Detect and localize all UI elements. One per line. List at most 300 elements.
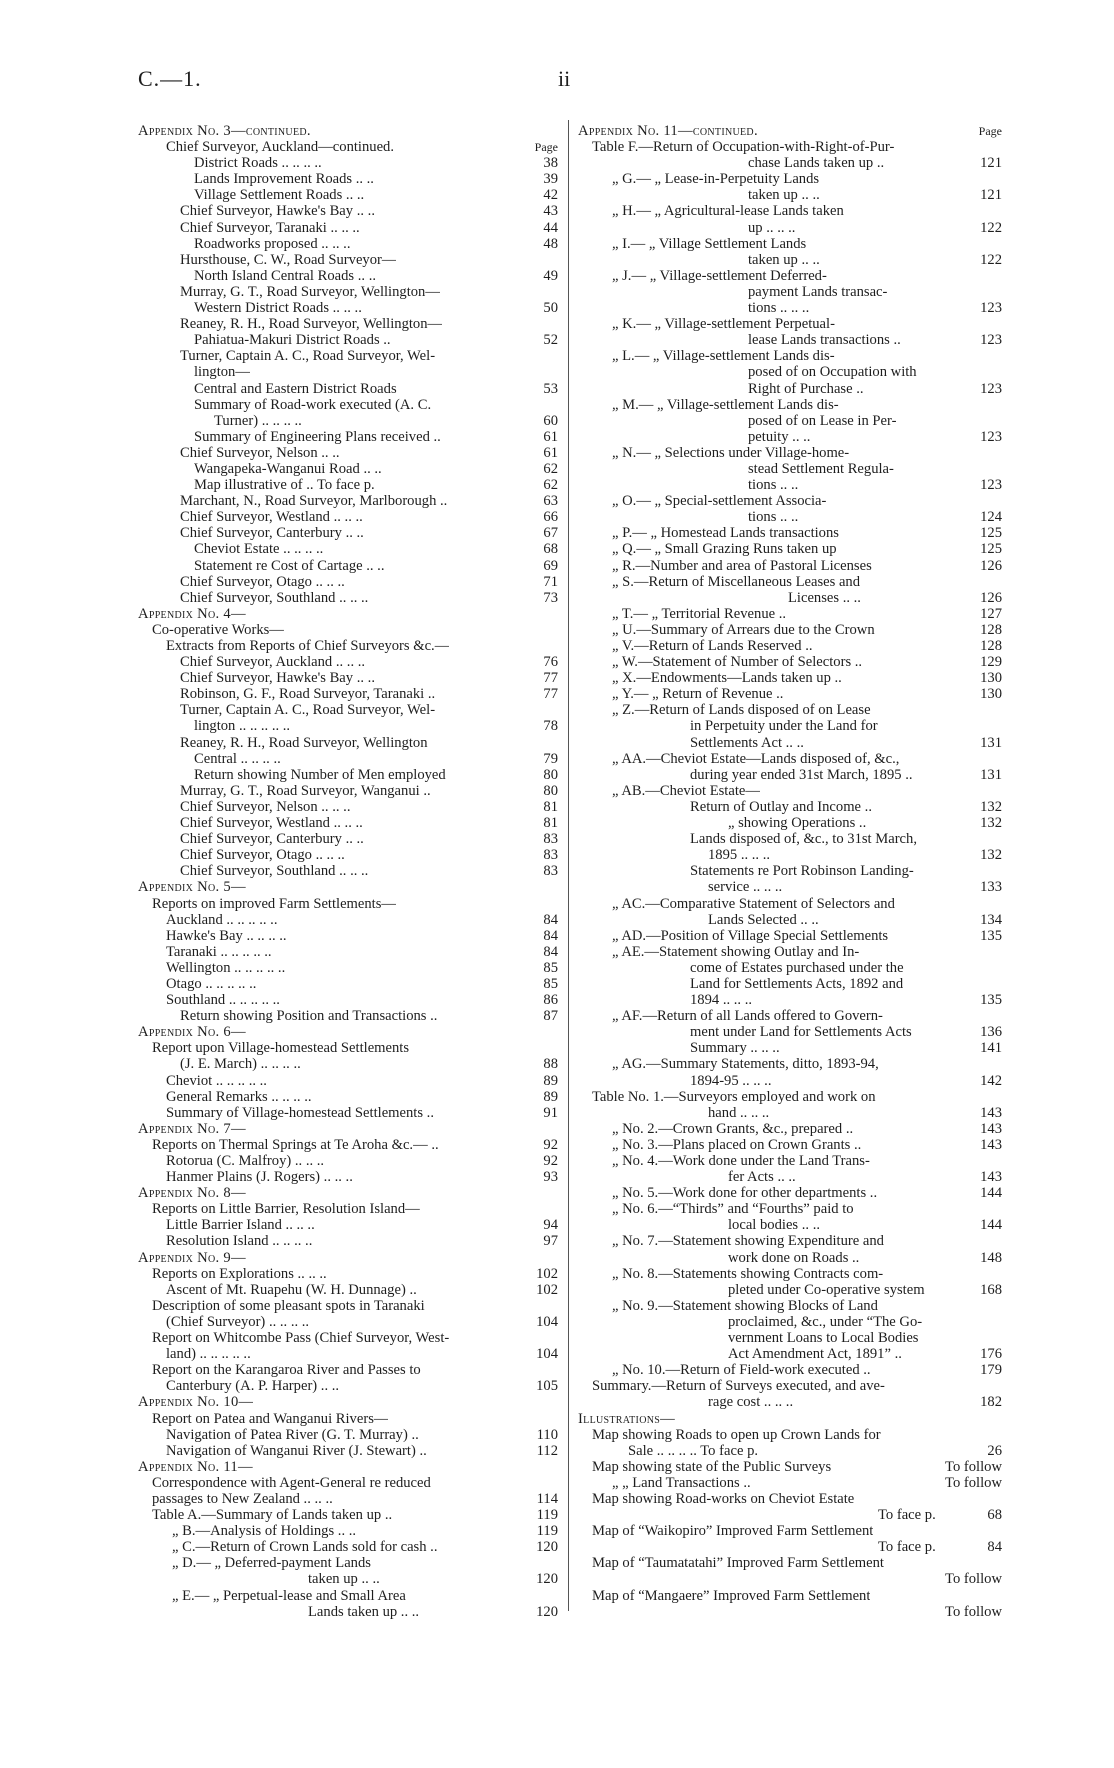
entry-page: 143 <box>980 1169 1002 1186</box>
contents-entry <box>138 702 558 718</box>
entry-title: Taranaki .. .. .. .. .. <box>166 943 272 960</box>
entry-title: land) .. .. .. .. .. <box>166 1346 251 1363</box>
entry-page: 123 <box>980 477 1002 494</box>
entry-title: Reaney, R. H., Road Surveyor, Wellington— <box>180 316 443 333</box>
contents-entry <box>138 1073 558 1089</box>
entry-title: „ S.—Return of Miscellaneous Leases and <box>612 573 861 590</box>
entry-title: North Island Central Roads .. .. <box>194 267 376 284</box>
entry-title: Right of Purchase .. <box>748 380 864 397</box>
entry-title: Sale .. .. .. .. To face p. <box>628 1442 759 1459</box>
document-code: C.—1. <box>138 66 202 91</box>
entry-page: 102 <box>536 1265 558 1282</box>
entry-title: „ L.— „ Village-settlement Lands dis- <box>612 348 835 365</box>
entry-page: 136 <box>980 1024 1002 1041</box>
entry-page: 127 <box>980 605 1002 622</box>
contents-entry <box>578 477 1002 493</box>
contents-entry <box>578 1201 1002 1217</box>
entry-title: (Chief Surveyor) .. .. .. .. <box>166 1313 310 1330</box>
entry-page: To follow <box>945 1603 1002 1620</box>
contents-entry <box>138 1056 558 1072</box>
entry-page: 83 <box>543 847 558 864</box>
contents-entry <box>138 574 558 590</box>
entry-title: Lands Selected .. .. <box>708 911 819 928</box>
entry-page: 143 <box>980 1136 1002 1153</box>
contents-entry <box>138 477 558 493</box>
appendix-heading <box>138 879 558 895</box>
contents-entry <box>578 493 1002 509</box>
entry-title: „ „ Land Transactions .. <box>612 1474 751 1491</box>
contents-entry <box>578 1378 1002 1394</box>
entry-title: „ No. 3.—Plans placed on Crown Grants .. <box>612 1136 862 1153</box>
entry-title: Chief Surveyor, Westland .. .. .. <box>180 509 363 526</box>
entry-page: 61 <box>543 428 558 445</box>
entry-title: Summary.—Return of Surveys executed, and ave- <box>592 1378 885 1395</box>
contents-entry <box>578 751 1002 767</box>
contents-entry <box>138 429 558 445</box>
entry-title: Canterbury (A. P. Harper) .. .. <box>166 1378 340 1395</box>
entry-page: 85 <box>543 975 558 992</box>
contents-entry <box>578 1233 1002 1249</box>
entry-page: 94 <box>543 1217 558 1234</box>
entry-page: 49 <box>543 267 558 284</box>
entry-title: Village Settlement Roads .. .. <box>194 187 365 204</box>
entry-title: Little Barrier Island .. .. .. <box>166 1217 315 1234</box>
contents-entry <box>578 1427 1002 1443</box>
entry-page: 53 <box>543 380 558 397</box>
contents-entry <box>138 1266 558 1282</box>
entry-page: 52 <box>543 332 558 349</box>
entry-title: General Remarks .. .. .. .. <box>166 1088 312 1105</box>
entry-page: To follow <box>945 1458 1002 1475</box>
entry-title: Appendix No. 11— <box>138 1458 253 1475</box>
entry-page: 148 <box>980 1249 1002 1266</box>
contents-entry <box>578 1555 1002 1571</box>
entry-page: 121 <box>980 155 1002 172</box>
entry-title: (J. E. March) .. .. .. .. <box>180 1056 301 1073</box>
entry-page: 69 <box>543 557 558 574</box>
entry-title: tions .. .. <box>748 509 799 526</box>
entry-title: „ W.—Statement of Number of Selectors .. <box>612 654 863 671</box>
entry-page: 125 <box>980 525 1002 542</box>
contents-entry <box>578 155 1002 171</box>
entry-title: „ B.—Analysis of Holdings .. .. <box>172 1523 357 1540</box>
entry-page: 39 <box>543 171 558 188</box>
contents-entry <box>138 735 558 751</box>
entry-title: Appendix No. 4— <box>138 605 246 622</box>
entry-page: 44 <box>543 219 558 236</box>
contents-entry <box>578 670 1002 686</box>
contents-entry <box>138 364 558 380</box>
appendix-heading <box>578 123 1002 139</box>
contents-entry <box>138 1217 558 1233</box>
contents-entry <box>138 316 558 332</box>
entry-title: Wellington .. .. .. .. .. <box>166 959 286 976</box>
entry-title: Murray, G. T., Road Surveyor, Wanganui .. <box>180 782 431 799</box>
entry-title: „ No. 2.—Crown Grants, &c., prepared .. <box>612 1120 854 1137</box>
entry-page: 87 <box>543 1008 558 1025</box>
entry-title: Report on the Karangaroa River and Passes to <box>152 1362 421 1379</box>
entry-page: 130 <box>980 670 1002 687</box>
entry-page: 168 <box>980 1281 1002 1298</box>
contents-entry <box>578 1362 1002 1378</box>
entry-page: 126 <box>980 557 1002 574</box>
entry-title: Appendix No. 5— <box>138 879 246 896</box>
entry-title: Reaney, R. H., Road Surveyor, Wellington <box>180 734 428 751</box>
entry-title: Chief Surveyor, Hawke's Bay .. .. <box>180 670 375 687</box>
entry-page: 124 <box>980 509 1002 526</box>
contents-entry <box>138 1588 558 1604</box>
entry-page: To follow <box>945 1474 1002 1491</box>
contents-entry <box>138 1346 558 1362</box>
contents-entry <box>138 139 558 155</box>
entry-title: Reports on Explorations .. .. .. <box>152 1265 327 1282</box>
contents-entry <box>578 590 1002 606</box>
contents-entry <box>578 1137 1002 1153</box>
entry-title: lington— <box>194 364 250 381</box>
entry-page: 123 <box>980 300 1002 317</box>
entry-title: Chief Surveyor, Nelson .. .. .. <box>180 798 351 815</box>
entry-title: Turner) .. .. .. .. <box>214 412 302 429</box>
entry-title: Hawke's Bay .. .. .. .. <box>166 927 287 944</box>
entry-title: „ K.— „ Village-settlement Perpetual- <box>612 316 835 333</box>
entry-title: stead Settlement Regula- <box>748 460 894 477</box>
entry-page: 121 <box>980 187 1002 204</box>
entry-title: Reports on Thermal Springs at Te Aroha &c.— .. <box>152 1136 439 1153</box>
entry-title: Summary of Engineering Plans received .. <box>194 428 441 445</box>
entry-title: Appendix No. 9— <box>138 1249 246 1266</box>
entry-title: Licenses .. .. <box>788 589 861 606</box>
entry-title: Ascent of Mt. Ruapehu (W. H. Dunnage) .. <box>166 1281 417 1298</box>
entry-title: Chief Surveyor, Canterbury .. .. <box>180 831 364 848</box>
contents-entry <box>138 1555 558 1571</box>
contents-entry <box>578 509 1002 525</box>
contents-entry <box>578 300 1002 316</box>
entry-page: 112 <box>536 1442 558 1459</box>
contents-entry <box>138 815 558 831</box>
contents-entry <box>138 912 558 928</box>
entry-page: 80 <box>543 766 558 783</box>
entry-title: Map of “Waikopiro” Improved Farm Settlement <box>592 1523 874 1540</box>
entry-page: 83 <box>543 863 558 880</box>
contents-entry <box>578 203 1002 219</box>
entry-page: 131 <box>980 734 1002 751</box>
contents-entry <box>578 815 1002 831</box>
contents-entry <box>138 638 558 654</box>
entry-title: „ No. 6.—“Thirds” and “Fourths” paid to <box>612 1201 854 1218</box>
appendix-heading <box>138 1250 558 1266</box>
contents-entry <box>578 863 1002 879</box>
entry-title: Return showing Number of Men employed <box>194 766 446 783</box>
contents-entry <box>578 1507 1002 1523</box>
entry-page: 38 <box>543 155 558 172</box>
entry-title: Appendix No. 10— <box>138 1394 254 1411</box>
contents-entry <box>578 1040 1002 1056</box>
contents-entry <box>138 1137 558 1153</box>
entry-title: Chief Surveyor, Westland .. .. .. <box>180 815 363 832</box>
contents-entry <box>578 1217 1002 1233</box>
contents-entry <box>578 1056 1002 1072</box>
entry-title: To face p. <box>878 1539 936 1556</box>
entry-title: „ AF.—Return of all Lands offered to Govern- <box>612 1008 883 1025</box>
contents-entry <box>578 847 1002 863</box>
contents-entry <box>138 1475 558 1491</box>
entry-title: up .. .. .. <box>748 219 796 236</box>
contents-entry <box>138 1539 558 1555</box>
entry-page: 123 <box>980 428 1002 445</box>
entry-page: 114 <box>536 1490 558 1507</box>
contents-entry <box>578 767 1002 783</box>
entry-title: Navigation of Patea River (G. T. Murray) .. <box>166 1426 419 1443</box>
contents-entry <box>138 332 558 348</box>
entry-title: Lands Improvement Roads .. .. <box>194 171 374 188</box>
entry-title: Resolution Island .. .. .. .. <box>166 1233 313 1250</box>
entry-page: 84 <box>543 943 558 960</box>
entry-title: „ AC.—Comparative Statement of Selectors and <box>612 895 895 912</box>
entry-title: lington .. .. .. .. .. <box>194 718 291 735</box>
entry-title: Otago .. .. .. .. .. <box>166 975 257 992</box>
entry-title: „ No. 10.—Return of Field-work executed .. <box>612 1362 871 1379</box>
entry-page: 125 <box>980 541 1002 558</box>
entry-page: 91 <box>543 1104 558 1121</box>
entry-title: Report on Whitcombe Pass (Chief Surveyor, West- <box>152 1330 450 1347</box>
contents-entry <box>138 1362 558 1378</box>
contents-entry <box>578 429 1002 445</box>
entry-title: Correspondence with Agent-General re reduced <box>152 1474 431 1491</box>
contents-entry <box>138 236 558 252</box>
entry-page: 48 <box>543 235 558 252</box>
contents-entry <box>578 1008 1002 1024</box>
entry-title: Chief Surveyor, Canterbury .. .. <box>180 525 364 542</box>
contents-entry <box>578 1588 1002 1604</box>
entry-title: Southland .. .. .. .. .. <box>166 992 280 1009</box>
right-column-contents <box>578 123 1002 1620</box>
entry-title: „ I.— „ Village Settlement Lands <box>612 235 807 252</box>
entry-title: „ U.—Summary of Arrears due to the Crown <box>612 621 875 638</box>
entry-title: „ AE.—Statement showing Outlay and In- <box>612 943 860 960</box>
entry-title: Settlements Act .. .. <box>690 734 804 751</box>
contents-entry <box>578 638 1002 654</box>
entry-page: 61 <box>543 444 558 461</box>
entry-title: Western District Roads .. .. .. <box>194 300 362 317</box>
entry-title: Map showing Roads to open up Crown Lands for <box>592 1426 881 1443</box>
contents-entry <box>578 220 1002 236</box>
entry-page: 105 <box>536 1378 558 1395</box>
contents-entry <box>138 1443 558 1459</box>
entry-title: Robinson, G. F., Road Surveyor, Taranaki .. <box>180 686 436 703</box>
entry-page: 128 <box>980 638 1002 654</box>
entry-page: 126 <box>980 589 1002 606</box>
entry-page: 66 <box>543 509 558 526</box>
contents-entry <box>578 574 1002 590</box>
entry-title: posed of on Occupation with <box>748 364 917 381</box>
entry-page: 176 <box>980 1346 1002 1363</box>
contents-entry <box>578 1539 1002 1555</box>
contents-entry <box>138 284 558 300</box>
entry-title: Cheviot Estate .. .. .. .. <box>194 541 324 558</box>
contents-entry <box>138 590 558 606</box>
entry-title: „ G.— „ Lease-in-Perpetuity Lands <box>612 171 820 188</box>
entry-title: „ O.— „ Special-settlement Associa- <box>612 493 827 510</box>
entry-page: 142 <box>980 1072 1002 1089</box>
contents-entry <box>138 268 558 284</box>
contents-entry <box>138 718 558 734</box>
contents-entry <box>578 735 1002 751</box>
contents-entry <box>138 1040 558 1056</box>
contents-entry <box>578 976 1002 992</box>
entry-page: 77 <box>543 670 558 687</box>
entry-page: 93 <box>543 1169 558 1186</box>
contents-entry <box>578 1024 1002 1040</box>
contents-entry <box>138 1169 558 1185</box>
contents-entry <box>138 155 558 171</box>
entry-page: 143 <box>980 1104 1002 1121</box>
contents-entry <box>138 1008 558 1024</box>
entry-title: „ Q.— „ Small Grazing Runs taken up <box>612 541 837 558</box>
entry-title: during year ended 31st March, 1895 .. <box>690 766 913 783</box>
entry-title: Summary .. .. .. <box>690 1040 780 1057</box>
entry-title: Chief Surveyor, Auckland—continued. <box>166 139 395 156</box>
entry-title: pleted under Co-operative system <box>728 1281 925 1298</box>
entry-title: payment Lands transac- <box>748 283 888 300</box>
entry-page: 92 <box>543 1153 558 1169</box>
entry-page: 78 <box>543 718 558 735</box>
entry-title: in Perpetuity under the Land for <box>690 718 878 735</box>
contents-entry <box>138 1233 558 1249</box>
contents-entry <box>578 316 1002 332</box>
entry-page: 132 <box>980 815 1002 832</box>
contents-entry <box>138 686 558 702</box>
contents-entry <box>138 847 558 863</box>
contents-entry <box>578 686 1002 702</box>
entry-title: „ X.—Endowments—Lands taken up .. <box>612 670 842 687</box>
entry-title: „ AD.—Position of Village Special Settlements <box>612 927 889 944</box>
entry-title: „ J.— „ Village-settlement Deferred- <box>612 267 827 284</box>
entry-title: Summary of Road-work executed (A. C. <box>194 396 432 413</box>
entry-title: District Roads .. .. .. .. <box>194 155 322 172</box>
contents-entry <box>578 831 1002 847</box>
entry-title: Lands disposed of, &c., to 31st March, <box>690 831 917 848</box>
contents-entry <box>138 863 558 879</box>
entry-page: 132 <box>980 847 1002 864</box>
contents-entry <box>578 171 1002 187</box>
contents-entry <box>138 1105 558 1121</box>
entry-title: Wangapeka-Wanganui Road .. .. <box>194 460 382 477</box>
contents-entry <box>578 397 1002 413</box>
entry-title: Auckland .. .. .. .. .. <box>166 911 278 928</box>
contents-entry <box>578 1314 1002 1330</box>
entry-page: 62 <box>543 477 558 494</box>
contents-entry <box>578 252 1002 268</box>
contents-entry <box>578 1459 1002 1475</box>
entry-page: 131 <box>980 766 1002 783</box>
contents-entry <box>578 1330 1002 1346</box>
contents-entry <box>578 139 1002 155</box>
entry-title: Table A.—Summary of Lands taken up .. <box>152 1507 393 1524</box>
entry-title: 1894 .. .. .. <box>690 992 753 1009</box>
contents-entry <box>138 413 558 429</box>
entry-page: Page <box>978 124 1002 138</box>
entry-title: Map of “Taumatatahi” Improved Farm Settlement <box>592 1555 884 1572</box>
entry-title: Lands taken up .. .. <box>308 1603 420 1620</box>
entry-title: Chief Surveyor, Hawke's Bay .. .. <box>180 203 375 220</box>
appendix-heading <box>578 1411 1002 1427</box>
entry-title: local bodies .. .. <box>728 1217 821 1234</box>
contents-entry <box>578 187 1002 203</box>
appendix-heading <box>138 1024 558 1040</box>
entry-page: 60 <box>543 412 558 429</box>
contents-entry <box>578 541 1002 557</box>
page-number: ii <box>558 66 571 91</box>
contents-entry <box>138 1314 558 1330</box>
entry-title: taken up .. .. <box>308 1571 380 1588</box>
entry-title: Map illustrative of .. To face p. <box>194 477 375 494</box>
entry-title: Act Amendment Act, 1891” .. <box>728 1346 902 1363</box>
contents-entry <box>138 1411 558 1427</box>
entry-page: Page <box>534 140 558 155</box>
entry-title: Hanmer Plains (J. Rogers) .. .. .. <box>166 1169 353 1186</box>
entry-title: service .. .. .. <box>708 879 783 896</box>
entry-page: 80 <box>543 782 558 799</box>
contents-entry <box>578 284 1002 300</box>
contents-entry <box>138 509 558 525</box>
entry-title: tions .. .. .. <box>748 300 810 317</box>
contents-entry <box>138 976 558 992</box>
entry-page: 119 <box>536 1523 558 1540</box>
contents-entry <box>578 622 1002 638</box>
entry-page: 88 <box>543 1056 558 1073</box>
entry-page: 76 <box>543 654 558 671</box>
entry-page: 119 <box>536 1507 558 1524</box>
entry-title: „ P.— „ Homestead Lands transactions <box>612 525 839 542</box>
entry-title: Murray, G. T., Road Surveyor, Wellington— <box>180 283 440 300</box>
contents-entry <box>138 1201 558 1217</box>
entry-title: Chief Surveyor, Nelson .. .. <box>180 444 340 461</box>
entry-page: 77 <box>543 686 558 703</box>
entry-page: 84 <box>987 1539 1002 1556</box>
contents-entry <box>138 831 558 847</box>
contents-entry <box>578 992 1002 1008</box>
entry-page: 68 <box>543 541 558 558</box>
contents-entry <box>578 1475 1002 1491</box>
entry-page: 63 <box>543 493 558 510</box>
entry-title: Reports on improved Farm Settlements— <box>152 895 397 912</box>
entry-title: Statements re Port Robinson Landing- <box>690 863 914 880</box>
contents-entry <box>138 348 558 364</box>
entry-page: 50 <box>543 300 558 317</box>
entry-page: 123 <box>980 332 1002 349</box>
entry-title: Appendix No. 8— <box>138 1185 246 1202</box>
contents-entry <box>138 171 558 187</box>
contents-entry <box>578 1153 1002 1169</box>
contents-entry <box>138 558 558 574</box>
entry-title: „ D.— „ Deferred-payment Lands <box>172 1555 371 1572</box>
contents-entry <box>578 896 1002 912</box>
entry-title: Hursthouse, C. W., Road Surveyor— <box>180 251 397 268</box>
contents-entry <box>138 1571 558 1587</box>
entry-title: Central and Eastern District Roads <box>194 380 397 397</box>
contents-entry <box>138 1282 558 1298</box>
entry-page: 83 <box>543 831 558 848</box>
appendix-heading <box>138 1121 558 1137</box>
entry-title: lease Lands transactions .. <box>748 332 901 349</box>
entry-title: „ No. 7.—Statement showing Expenditure and <box>612 1233 884 1250</box>
entry-title: Reports on Little Barrier, Resolution Island— <box>152 1201 420 1218</box>
entry-title: „ No. 9.—Statement showing Blocks of Land <box>612 1297 878 1314</box>
contents-entry <box>578 1185 1002 1201</box>
entry-title: Chief Surveyor, Southland .. .. .. <box>180 863 369 880</box>
contents-entry <box>138 461 558 477</box>
entry-title: Report upon Village-homestead Settlements <box>152 1040 410 1057</box>
